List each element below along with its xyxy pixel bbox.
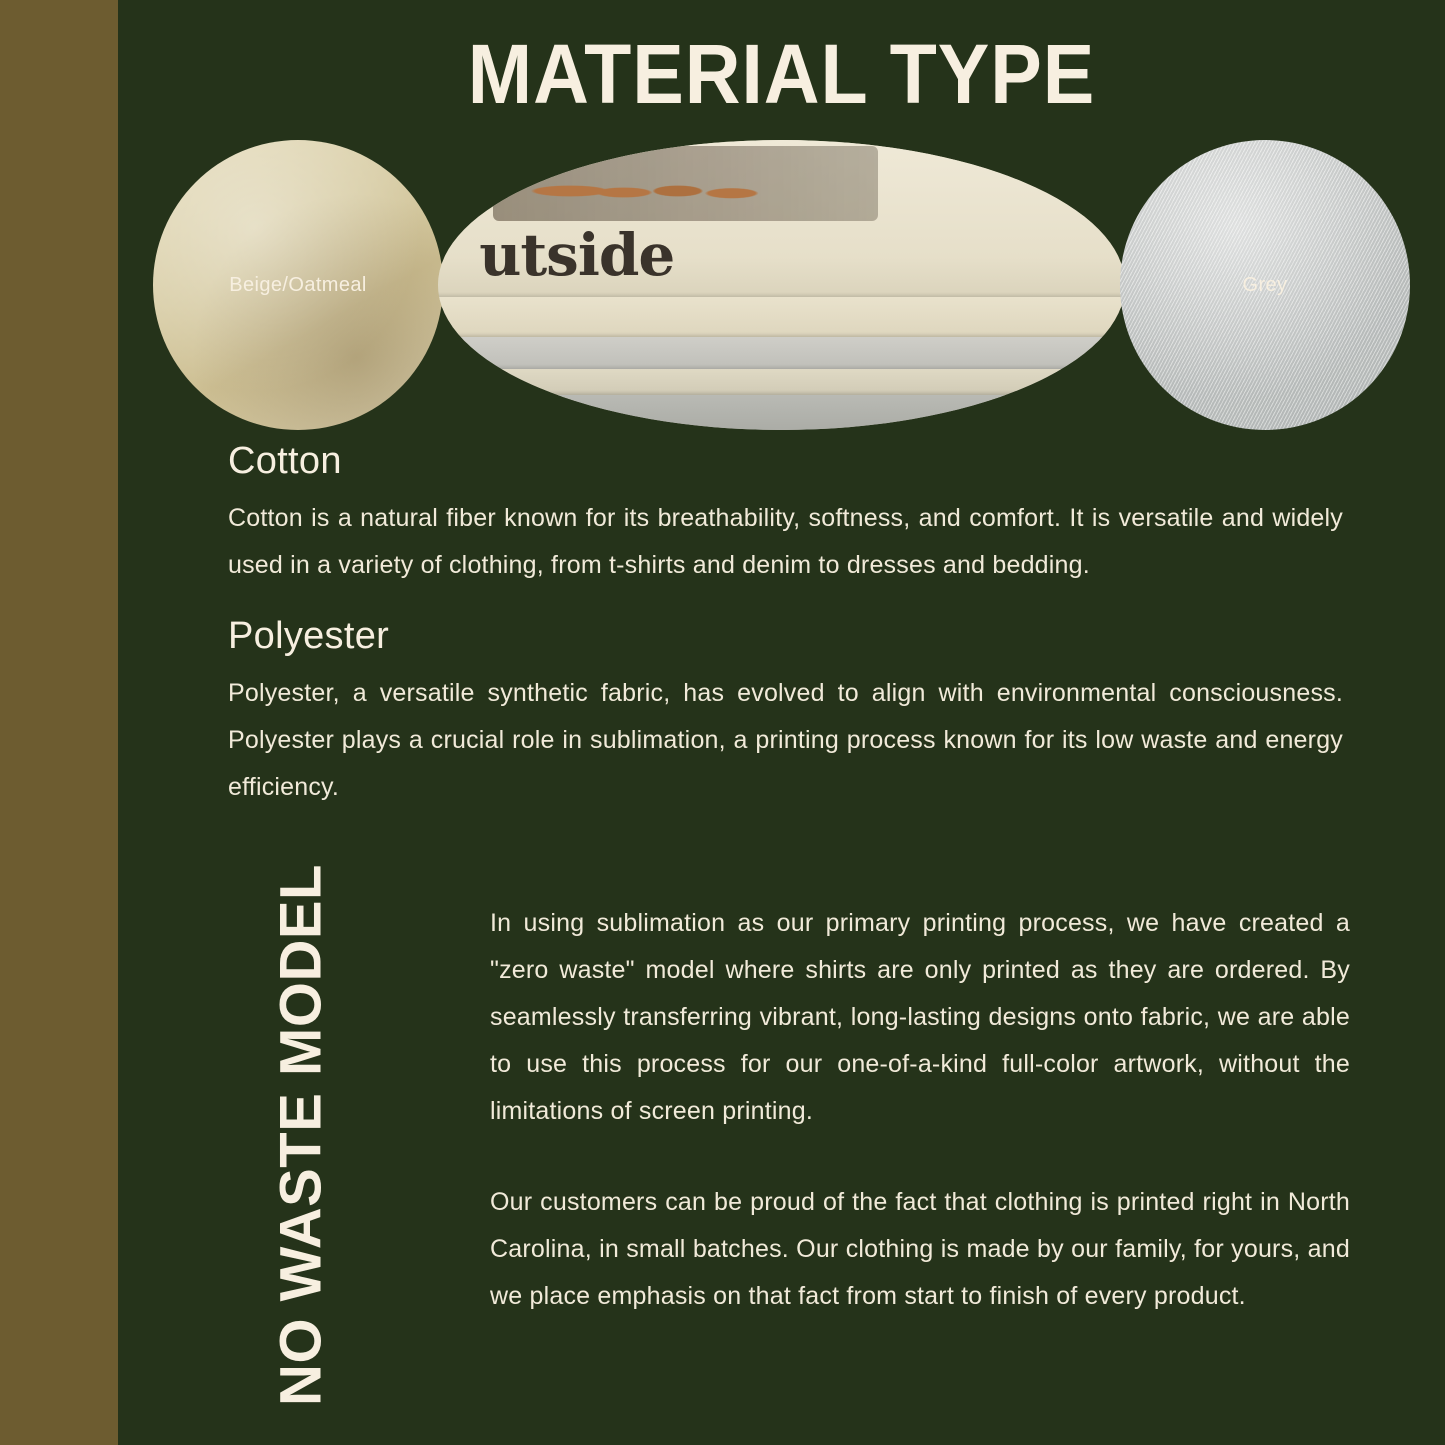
- no-waste-model-vertical-title: [256, 864, 346, 1406]
- section-cotton: [228, 440, 1343, 589]
- no-waste-model-title-text: NO WASTE MODEL: [268, 864, 334, 1406]
- no-waste-paragraph-2: Our customers can be proud of the fact that clothing is printed right in North Carolina, in small batches. Our clothing is made by our family, for yours, and we place emphasis on that fact from start to finish of every product.: [490, 1188, 1350, 1310]
- section-polyester: [228, 615, 1343, 811]
- no-waste-paragraph-1: In using sublimation as our primary printing process, we have created a "zero waste" model where shirts are only printed as they are ordered. By seamlessly transferring vibrant, long-lasting designs onto fabric, we are able to use this process for our one-of-a-kind full-color artwork, without the limitations of screen printing.: [490, 909, 1350, 1125]
- content-panel: [118, 0, 1445, 1445]
- section-body-polyester: Polyester, a versatile synthetic fabric, has evolved to align with environmental consciousness. Polyester plays a crucial role in sublimation, a printing process known for its low waste and energy efficiency.: [228, 679, 1343, 801]
- swatch-beige-oatmeal: [153, 140, 443, 430]
- section-body-cotton: Cotton is a natural fiber known for its breathability, softness, and comfort. It is versatile and widely used in a variety of clothing, from t-shirts and denim to dresses and bedding.: [228, 504, 1343, 579]
- material-swatch-row: [118, 140, 1445, 430]
- swatch-grey: [1120, 140, 1410, 430]
- section-heading-polyester: Polyester: [228, 615, 390, 657]
- folded-shirt-2: [438, 297, 1125, 343]
- swatch-label-grey: Grey: [1242, 274, 1288, 296]
- page-title: MATERIAL TYPE: [467, 27, 1096, 121]
- swatch-label-beige: Beige/Oatmeal: [229, 274, 367, 296]
- shirt-stack-photo: [438, 140, 1125, 430]
- no-waste-model-body: [490, 900, 1350, 1364]
- shirt-graphic-print: [493, 146, 878, 221]
- print-word-primary: utside: [479, 221, 675, 290]
- folded-shirt-5: [438, 395, 1125, 430]
- section-heading-cotton: Cotton: [228, 440, 342, 482]
